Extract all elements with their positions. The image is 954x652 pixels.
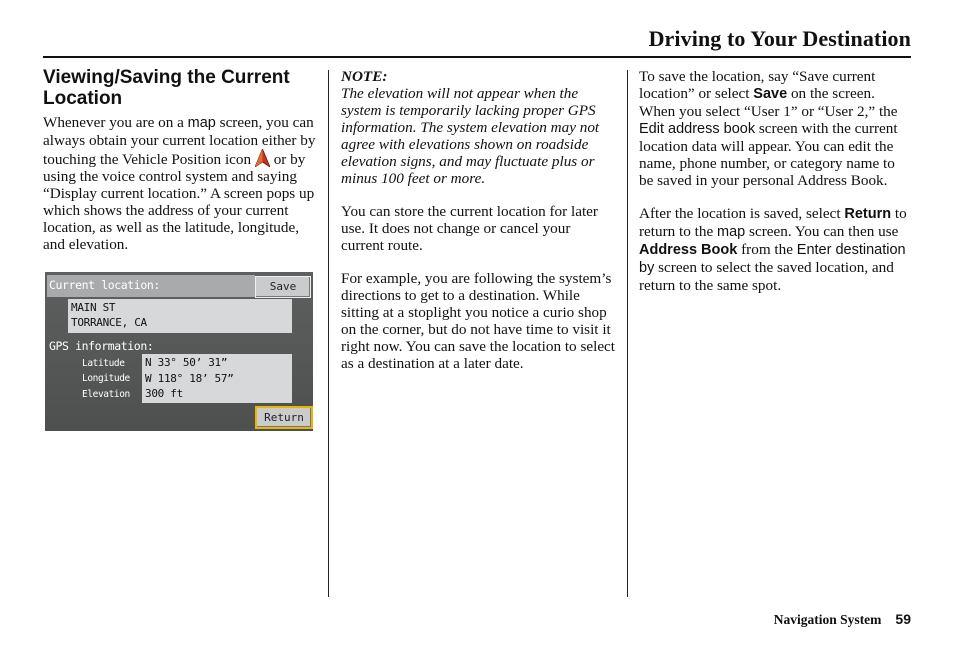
address-line-2: TORRANCE, CA <box>71 316 147 329</box>
map-term-2: map <box>717 224 746 240</box>
gps-information-label: GPS information: <box>49 339 154 353</box>
store-location-paragraph: You can store the current location for later use. It does not change or cancel your current route. <box>341 203 598 254</box>
longitude-label: Longitude <box>82 373 130 384</box>
after-text-4: from the <box>737 241 797 258</box>
save-text-1: To save the location, say “Save current location” or select <box>639 68 876 102</box>
intro-text-3: or by using the voice control system and saying “Display current location.” A screen pops up which shows the address of your current location, as well as the latitude, longitude, and elevation. <box>43 151 315 253</box>
return-button[interactable]: Return <box>255 406 313 429</box>
enter-destination-by-term: Enter destination by <box>639 242 906 276</box>
vehicle-position-icon <box>255 149 270 167</box>
column-left <box>43 67 318 269</box>
page-number: 59 <box>895 611 911 627</box>
column-divider-1 <box>328 70 329 597</box>
column-divider-2 <box>627 70 628 597</box>
intro-text-1: Whenever you are on a <box>43 114 188 131</box>
address-line-1: MAIN ST <box>71 301 116 314</box>
return-term: Return <box>844 206 892 222</box>
latitude-value: N 33° 50’ 31” <box>145 356 228 369</box>
after-text-3: screen. You can then use <box>745 223 899 240</box>
latitude-label: Latitude <box>82 358 125 369</box>
after-text-2: to return to the <box>639 205 907 240</box>
note-label: NOTE: <box>341 68 388 85</box>
address-box <box>68 299 292 333</box>
save-button[interactable]: Save <box>255 276 311 298</box>
intro-paragraph <box>43 114 318 253</box>
page-title: Driving to Your Destination <box>648 26 911 51</box>
column-right <box>639 68 911 310</box>
after-text-1: After the location is saved, select <box>639 205 845 222</box>
save-text-2: on the screen. When you select “User 1” or “User 2,” the <box>639 85 898 120</box>
footer-label: Navigation System <box>773 612 882 627</box>
longitude-value: W 118° 18’ 57” <box>145 372 234 385</box>
column-middle <box>341 68 617 388</box>
after-text-5: screen to select the saved location, and return to the same spot. <box>639 259 894 294</box>
save-term: Save <box>753 86 788 102</box>
after-save-paragraph <box>639 205 911 294</box>
save-text-3: screen with the current location data will appear. You can edit the name, phone number, or category name to be saved in your personal Address Book. <box>639 120 898 189</box>
note-text: The elevation will not appear when the system is temporarily lacking proper GPS information. The system elevation may not agree with elevations shown on roadside elevation signs, and may fluctuate plus or minus 100 feet or more. <box>341 85 600 187</box>
note-paragraph <box>341 68 617 187</box>
save-instructions-paragraph <box>639 68 911 189</box>
gps-values-box <box>142 354 292 403</box>
current-location-screenshot <box>45 272 313 431</box>
map-term: map <box>187 115 216 131</box>
intro-text-2: screen, you can always obtain your current location either by touching the Vehicle Position icon <box>43 114 316 168</box>
section-heading: Viewing/Saving the Current Location <box>43 67 290 109</box>
header-divider <box>43 56 911 58</box>
example-paragraph: For example, you are following the system’s directions to get to a destination. While sitting at a stoplight you notice a curio shop on the corner, but do not have time to visit it right now. You can save the location to select as a destination at a later date. <box>341 270 616 372</box>
edit-address-book-term: Edit address book <box>639 121 756 137</box>
address-book-term: Address Book <box>639 242 738 258</box>
elevation-label: Elevation <box>82 389 130 400</box>
current-location-label: Current location: <box>49 278 160 292</box>
page-footer <box>774 611 911 628</box>
elevation-value: 300 ft <box>145 387 183 400</box>
